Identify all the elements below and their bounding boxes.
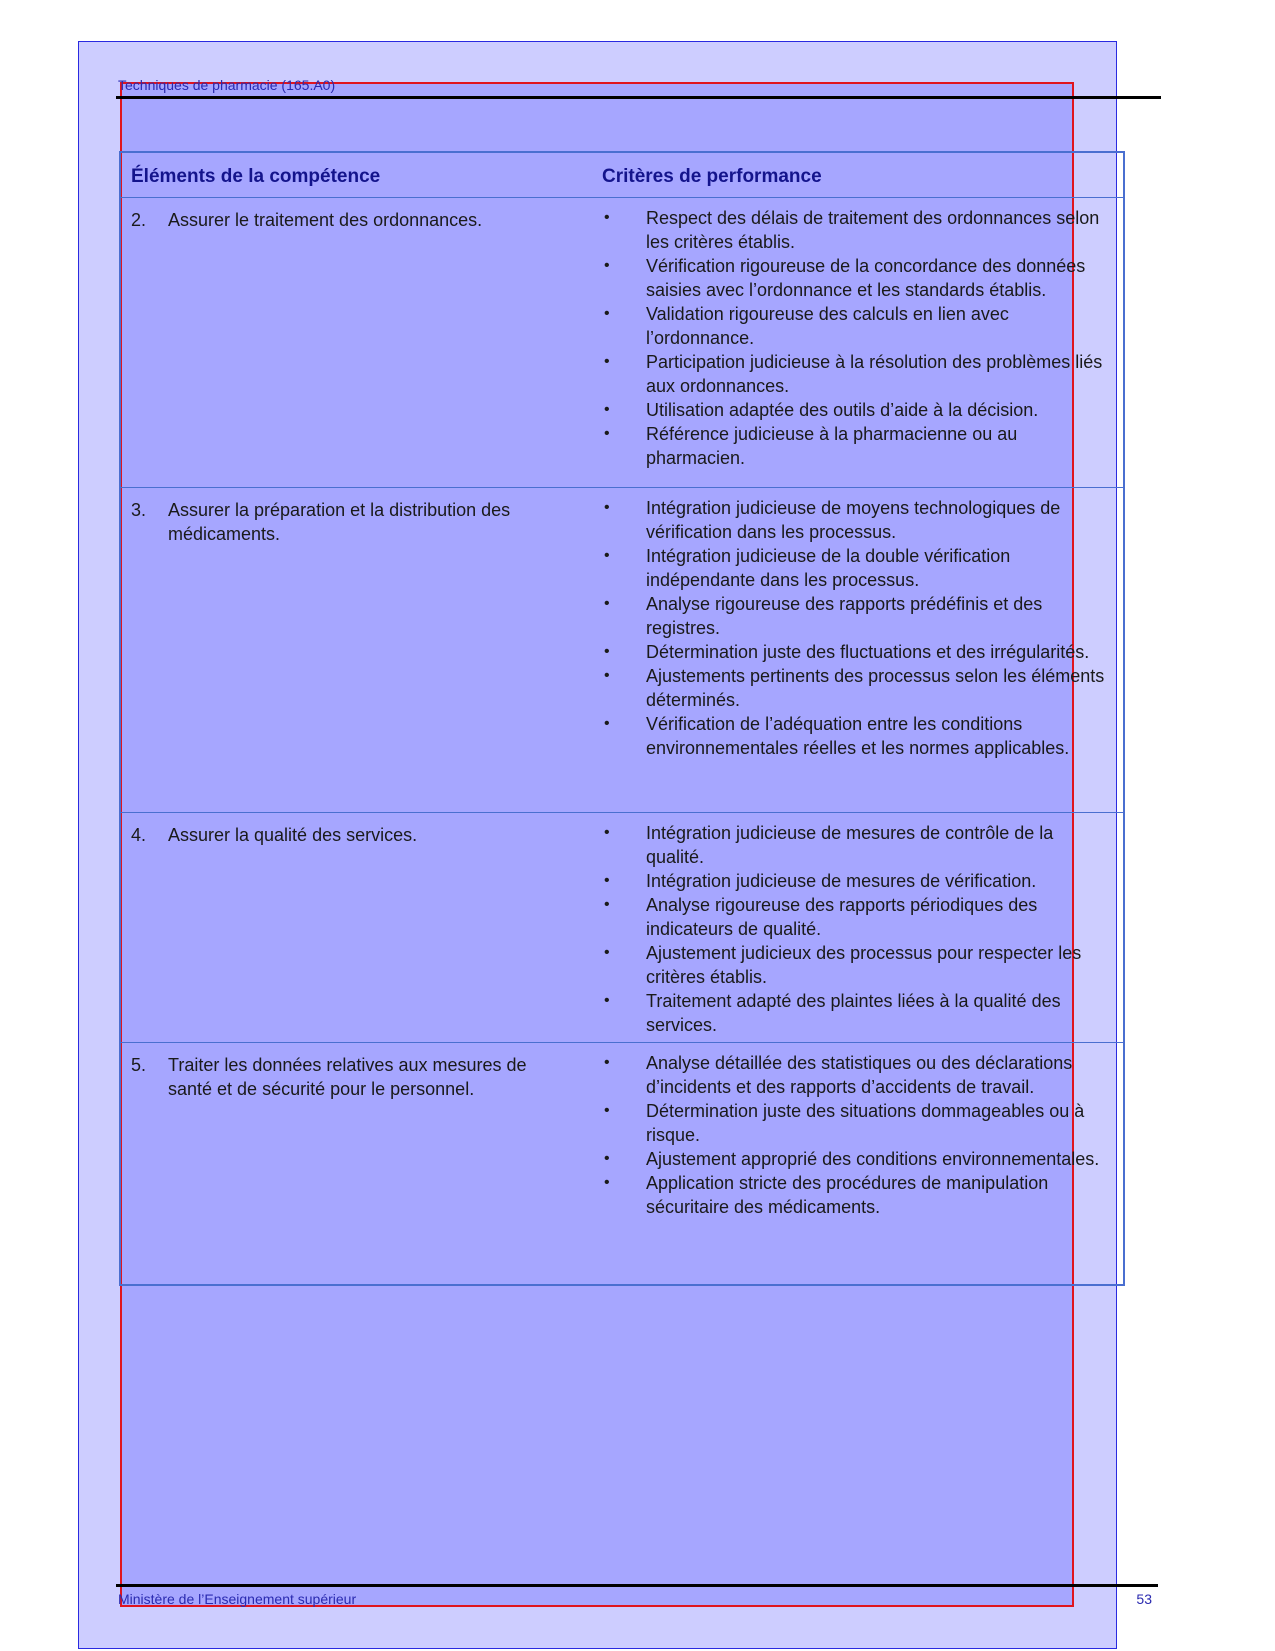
list-item: [602, 712, 1112, 760]
criteria-list: [602, 1051, 1112, 1219]
bullet: •: [604, 305, 610, 322]
criterion-text: Référence judicieuse à la pharmacienne ou au pharmacien.: [646, 424, 1018, 468]
list-item: [602, 941, 1112, 989]
list-item: [602, 398, 1112, 422]
bullet: •: [604, 1150, 610, 1167]
criterion-text: Analyse détaillée des statistiques ou des déclarations d’incidents et des rapports d’accidents de travail.: [646, 1053, 1073, 1097]
criterion-text: Intégration judicieuse de mesures de vérification.: [646, 871, 1037, 891]
list-item: [602, 1171, 1112, 1219]
list-item: [602, 893, 1112, 941]
bullet: •: [604, 595, 610, 612]
running-footer: Ministère de l’Enseignement supérieur: [118, 1591, 357, 1607]
competence-table: [119, 151, 1125, 1286]
bullet: •: [604, 401, 610, 418]
criteria-list: [602, 821, 1112, 1037]
criterion-text: Détermination juste des fluctuations et des irrégularités.: [646, 642, 1090, 662]
list-item: [602, 821, 1112, 869]
page-number: 53: [1136, 1591, 1152, 1607]
bullet: •: [604, 643, 610, 660]
criterion-text: Application stricte des procédures de manipulation sécuritaire des médicaments.: [646, 1173, 1049, 1217]
bullet: •: [604, 353, 610, 370]
list-item: [602, 544, 1112, 592]
bullet: •: [604, 872, 610, 889]
bullet: •: [604, 992, 610, 1009]
table-row: [121, 488, 1123, 813]
criterion-text: Traitement adapté des plaintes liées à la qualité des services.: [646, 991, 1061, 1035]
element-number: 3.: [131, 500, 147, 520]
bullet: •: [604, 1054, 610, 1071]
criterion-text: Ajustements pertinents des processus selon les éléments déterminés.: [646, 666, 1105, 710]
list-item: [602, 664, 1112, 712]
criterion-text: Respect des délais de traitement des ordonnances selon les critères établis.: [646, 208, 1100, 252]
bullet: •: [604, 715, 610, 732]
element-number: 2.: [131, 210, 147, 230]
bullet: •: [604, 1174, 610, 1191]
list-item: [602, 1099, 1112, 1147]
criterion-text: Intégration judicieuse de moyens technologiques de vérification dans les processus.: [646, 498, 1061, 542]
criterion-text: Analyse rigoureuse des rapports périodiques des indicateurs de qualité.: [646, 895, 1038, 939]
element-number: 5.: [131, 1055, 147, 1075]
element-text: Traiter les données relatives aux mesures de santé et de sécurité pour le personnel.: [168, 1055, 527, 1099]
footer-rule: [116, 1584, 1158, 1587]
criterion-text: Validation rigoureuse des calculs en lien avec l’ordonnance.: [646, 304, 1009, 348]
criterion-text: Vérification rigoureuse de la concordance des données saisies avec l’ordonnance et les standards établis.: [646, 256, 1086, 300]
list-item: [602, 989, 1112, 1037]
criterion-text: Intégration judicieuse de la double vérification indépendante dans les processus.: [646, 546, 1011, 590]
list-item: [602, 869, 1112, 893]
bullet: •: [604, 257, 610, 274]
list-item: [602, 1051, 1112, 1099]
list-item: [602, 496, 1112, 544]
running-header: Techniques de pharmacie (165.A0): [118, 77, 336, 93]
criterion-text: Ajustement judicieux des processus pour respecter les critères établis.: [646, 943, 1082, 987]
list-item: [602, 254, 1112, 302]
element-text: Assurer la qualité des services.: [168, 825, 418, 845]
table-header: [121, 153, 1123, 198]
column-header-elements: Éléments de la compétence: [131, 166, 381, 187]
bullet: •: [604, 944, 610, 961]
criterion-text: Ajustement approprié des conditions environnementales.: [646, 1149, 1100, 1169]
table-row: [121, 198, 1123, 488]
element-number: 4.: [131, 825, 147, 845]
element-text: Assurer le traitement des ordonnances.: [168, 210, 483, 230]
criterion-text: Vérification de l’adéquation entre les conditions environnementales réelles et les normes applicables.: [646, 714, 1070, 758]
criterion-text: Détermination juste des situations dommageables ou à risque.: [646, 1101, 1085, 1145]
criterion-text: Participation judicieuse à la résolution des problèmes liés aux ordonnances.: [646, 352, 1103, 396]
table-row: [121, 1043, 1123, 1284]
bullet: •: [604, 1102, 610, 1119]
list-item: [602, 350, 1112, 398]
list-item: [602, 1147, 1112, 1171]
criterion-text: Intégration judicieuse de mesures de contrôle de la qualité.: [646, 823, 1054, 867]
list-item: [602, 640, 1112, 664]
criteria-list: [602, 206, 1112, 470]
bullet: •: [604, 499, 610, 516]
list-item: [602, 422, 1112, 470]
criterion-text: Analyse rigoureuse des rapports prédéfinis et des registres.: [646, 594, 1043, 638]
list-item: [602, 302, 1112, 350]
bullet: •: [604, 209, 610, 226]
criteria-list: [602, 496, 1112, 760]
table-row: [121, 813, 1123, 1043]
bullet: •: [604, 547, 610, 564]
element-text: Assurer la préparation et la distribution des médicaments.: [168, 500, 511, 544]
bullet: •: [604, 425, 610, 442]
list-item: [602, 592, 1112, 640]
header-rule: [116, 96, 1161, 99]
list-item: [602, 206, 1112, 254]
criterion-text: Utilisation adaptée des outils d’aide à la décision.: [646, 400, 1039, 420]
bullet: •: [604, 896, 610, 913]
bullet: •: [604, 824, 610, 841]
bullet: •: [604, 667, 610, 684]
column-header-criteria: Critères de performance: [602, 166, 822, 187]
